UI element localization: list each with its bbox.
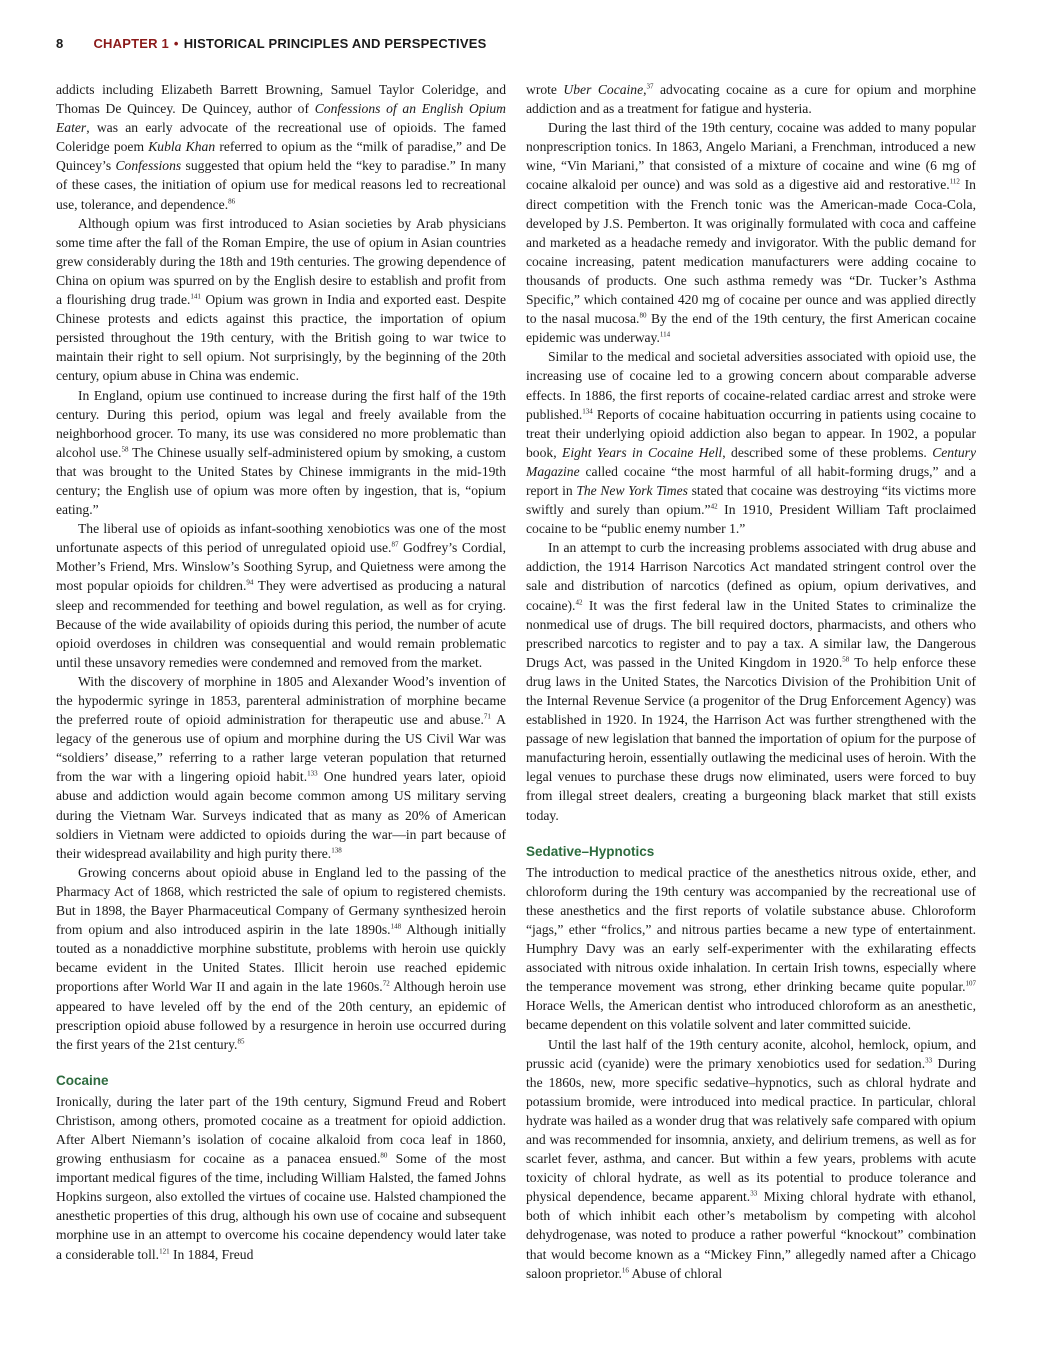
chapter-label: CHAPTER 1 (93, 36, 169, 51)
citation-ref: 85 (237, 1037, 245, 1046)
citation-ref: 133 (307, 769, 318, 778)
citation-ref: 33 (925, 1056, 933, 1065)
paragraph: Ironically, during the later part of the 19th century, Sigmund Freud and Robert Christison, among others, promoted cocaine as a treatment for opioid addiction. After Albert Niemann’s isolation of cocaine alkaloid from coca leaf in 1860, growing enthusiasm for cocaine as a panacea ensued.$^{80}$ Some of the most important medical figures of the time, including William Halsted, the famed Johns Hopkins surgeon, also extolled the virtues of cocaine use. Halsted championed the anesthetic properties of this drug, although his own use of cocaine and subsequent morphine use in an attempt to overcome his cocaine dependency would later take a considerable toll.$^{121}$ In 1884, Freud (56, 1093, 506, 1262)
paragraph: The liberal use of opioids as infant-soothing xenobiotics was one of the most unfortunate aspects of this period of unregulated opioid use.$^{87}$ Godfrey’s Cordial, Mother’s Friend, Mrs. Winslow’s Soothing Syrup, and Quietness were among the most popular opioids for children.$^{94}$ They were advertised as producing a natural sleep and recommended for teething and bowel regulation, as well as for crying. Because of the wide availability of opioids during this period, the number of acute opioid overdoses in children was consequential and would remain problematic until these unsavory remedies were condemned and removed from the market. (56, 521, 506, 670)
citation-ref: 121 (159, 1247, 170, 1255)
citation-ref: 16 (621, 1266, 629, 1275)
paragraph: Similar to the medical and societal adversities associated with opioid use, the increasing use of cocaine led to a growing concern about comparable adverse effects. In 1886, the first reports of cocaine-related cardiac arrest and stroke were published.$^{134}$ Reports of cocaine habituation occurring in patients using cocaine to treat their underlying opioid addiction also began to appear. In 1902, a popular book, Eight Years in Cocaine Hell, described some of these problems. Century Magazine called cocaine “the most harmful of all habit-forming drugs,” and a report in The New York Times stated that cocaine was destroying “its victims more swiftly and surely than opium.”$^{42}$ In 1910, President William Taft proclaimed cocaine to be “public enemy number 1.” (526, 349, 976, 537)
citation-ref: 87 (391, 540, 399, 549)
citation-ref: 86 (228, 197, 236, 206)
citation-ref: 58 (121, 445, 129, 454)
citation-ref: 107 (965, 979, 976, 988)
paragraph: In an attempt to curb the increasing problems associated with drug abuse and addiction, the 1914 Harrison Narcotics Act mandated stringent control over the sale and distribution of narcotics (defined as opium, opium derivatives, and cocaine).$^{42}$ It was the first federal law in the United States to criminalize the nonmedical use of drugs. The bill required doctors, pharmacists, and others who prescribed narcotics to register and to pay a tax. A similar law, the Dangerous Drugs Act, was passed in the United Kingdom in 1920.58 To help enforce these drug laws in the United States, the Narcotics Division of the Prohibition Unit of the Internal Revenue Service (a progenitor of the Drug Enforcement Agency) was established in 1920. In 1924, the Harrison Act was further strengthened with the passage of new legislation that banned the importation of opium for the purpose of manufacturing heroin, essentially outlawing the medicinal uses of heroin. With the legal venues to purchase these drugs now eliminated, users were forced to buy from illegal street dealers, creating a burgeoning black market that still exists today. (526, 540, 976, 823)
citation-ref: 37 (646, 82, 654, 91)
paragraph: In England, opium use continued to increase during the first half of the 19th century. During this period, opium was legal and freely available from the neighborhood grocer. To many, its use was considered no more problematic than alcohol use.$^{58}$ The Chinese usually self-administered opium by smoking, a custom that was brought to the United States by Chinese immigrants in the mid-19th century; the English use of opium was more often by ingestion, that is, “opium eating.” (56, 387, 506, 518)
paragraph: During the last third of the 19th century, cocaine was added to many popular nonprescription tonics. In 1863, Angelo Mariani, a Frenchman, introduced a new wine, “Vin Mariani,” that consisted of a mixture of cocaine and wine (6 mg of cocaine alkaloid per ounce) and was sold as a digestive aid and restorative.$^{112}$ In direct competition with the French tonic was the American-made Coca-Cola, developed by J.S. Pemberton. It was originally formulated with coca and caffeine and marketed as a headache remedy and invigorator. With the public demand for cocaine increasing, patent medication manufacturers were adding cocaine to thousands of products. One such asthma remedy was “Dr. Tucker’s Asthma Specific,” which contained 420 mg of cocaine per ounce and was applied directly to the nasal mucosa.$^{80}$ By the end of the 19th century, the first American cocaine epidemic was underway.$^{114}$ (526, 120, 976, 346)
header-bullet: • (173, 36, 179, 51)
chapter-title: HISTORICAL PRINCIPLES AND PERSPECTIVES (183, 36, 487, 51)
citation-ref: 80 (639, 311, 647, 320)
citation-ref: 138 (331, 846, 342, 855)
page-number: 8 (56, 36, 64, 51)
section-heading-cocaine: Cocaine (56, 1072, 109, 1088)
citation-ref: 58 (842, 655, 850, 664)
citation-ref: 33 (750, 1189, 758, 1198)
citation-ref: 148 (390, 922, 402, 931)
paragraph: With the discovery of morphine in 1805 and Alexander Wood’s invention of the hypodermic syringe in 1853, parenteral administration of morphine became the preferred route of opioid administration for therapeutic use and abuse.$^{71}$ A legacy of the generous use of opium and morphine during the US Civil War was “soldiers’ disease,” referring to a rather large veteran population that returned from the war with a lingering opioid habit.$^{133}$ One hundred years later, opioid abuse and addiction would again become common among US military serving during the Vietnam War. Surveys indicated that as many as 20% of American soldiers in Vietnam were addicted to opioids during the war—in part because of their widespread availability and high purity there.$^{138}$ (56, 673, 507, 861)
paragraph: wrote Uber Cocaine,$^{37}$ advocating cocaine as a cure for opium and morphine addiction and as a treatment for fatigue and hysteria. (526, 82, 976, 117)
citation-ref: 114 (659, 330, 671, 339)
citation-ref: 80 (380, 1151, 388, 1160)
citation-ref: 112 (949, 177, 960, 186)
citation-ref: 71 (483, 712, 491, 721)
paragraph: Until the last half of the 19th century aconite, alcohol, hemlock, opium, and prussic acid (cyanide) were the primary xenobiotics used for sedation.$^{33}$ During the 1860s, new, more specific sedative–hypnotics, such as chloral hydrate and potassium bromide, were introduced into medical practice. In particular, chloral hydrate was hailed as a wonder drug that was relatively safe compared with opium and was recommended for insomnia, anxiety, and delirium tremens, as well as for scarlet fever, asthma, and cancer. But within a few years, problems with acute toxicity of chloral hydrate, as well as its potential to produce tolerance and physical dependence, became apparent.$^{33}$ Mixing chloral hydrate with ethanol, both of which inhibit each other’s metabolism by competing with alcohol dehydrogenase, was noted to produce a rather powerful “knockout” combination that would become known as a “Mickey Finn,” allegedly named after a Chicago saloon proprietor.$^{16}$ Abuse of chloral (526, 1036, 977, 1281)
citation-ref: 141 (190, 292, 201, 301)
citation-ref: 72 (382, 979, 390, 988)
citation-ref: 134 (582, 407, 593, 416)
right-column (526, 80, 976, 1283)
running-header (56, 36, 487, 56)
citation-ref: 42 (575, 598, 583, 606)
citation-ref: 94 (246, 578, 254, 587)
left-column (56, 80, 506, 1264)
section-heading-sedative-hypnotics: Sedative–Hypnotics (526, 843, 655, 859)
paragraph: addicts including Elizabeth Barrett Browning, Samuel Taylor Coleridge, and Thomas De Quincey. De Quincey, author of Confessions of an English Opium Eater, was an early advocate of the recreational use of opioids. The famed Coleridge poem Kubla Khan referred to opium as the “milk of paradise,” and De Quincey’s Confessions suggested that opium held the “key to paradise.” In many of these cases, the initiation of opium use for medical reasons led to recreational use, tolerance, and dependence.$^{86}$ (56, 82, 506, 212)
paragraph: The introduction to medical practice of the anesthetics nitrous oxide, ether, and chloroform during the 19th century was accompanied by the recreational use of these anesthetics and the first reports of volatile substance abuse. Chloroform “jags,” ether “frolics,” and nitrous parties became a new type of entertainment. Humphry Davy was an early self-experimenter with the exhilarating effects associated with nitrous oxide inhalation. In certain Irish towns, especially where the temperance movement was strong, ether drinking became quite popular.$^{107}$ Horace Wells, the American dentist who introduced chloroform as an anesthetic, became dependent on this volatile solvent and later committed suicide. (526, 864, 976, 1033)
paragraph: Although opium was first introduced to Asian societies by Arab physicians some time after the fall of the Roman Empire, the use of opium in Asian countries grew considerably during the 18th and 19th centuries. The growing dependence of China on opium was spurred on by the English desire to establish and profit from a flourishing drug trade.$^{141}$ Opium was grown in India and exported east. Despite Chinese protests and edicts against this practice, the importation of opium persisted throughout the 19th century, with the British going to war twice to maintain their right to sell opium. Not surprisingly, by the beginning of the 20th century, opium abuse in China was endemic. (56, 215, 506, 384)
citation-ref: 42 (710, 502, 718, 511)
paragraph: Growing concerns about opioid abuse in England led to the passing of the Pharmacy Act of 1868, which restricted the sale of opium to registered chemists. But in 1898, the Bayer Pharmaceutical Company of Germany synthesized heroin from opium and also introduced aspirin in the late 1890s.$^{148}$ Although initially touted as a nonaddictive morphine substitute, problems with heroin use quickly became evident in the United States. Illicit heroin use reached epidemic proportions after World War II and again in the late 1960s.$^{72}$ Although heroin use appeared to have leveled off by the end of the 20th century, an epidemic of prescription opioid abuse followed by a resurgence in heroin use occurred during the first years of the 21st century.$^{85}$ (56, 864, 506, 1052)
